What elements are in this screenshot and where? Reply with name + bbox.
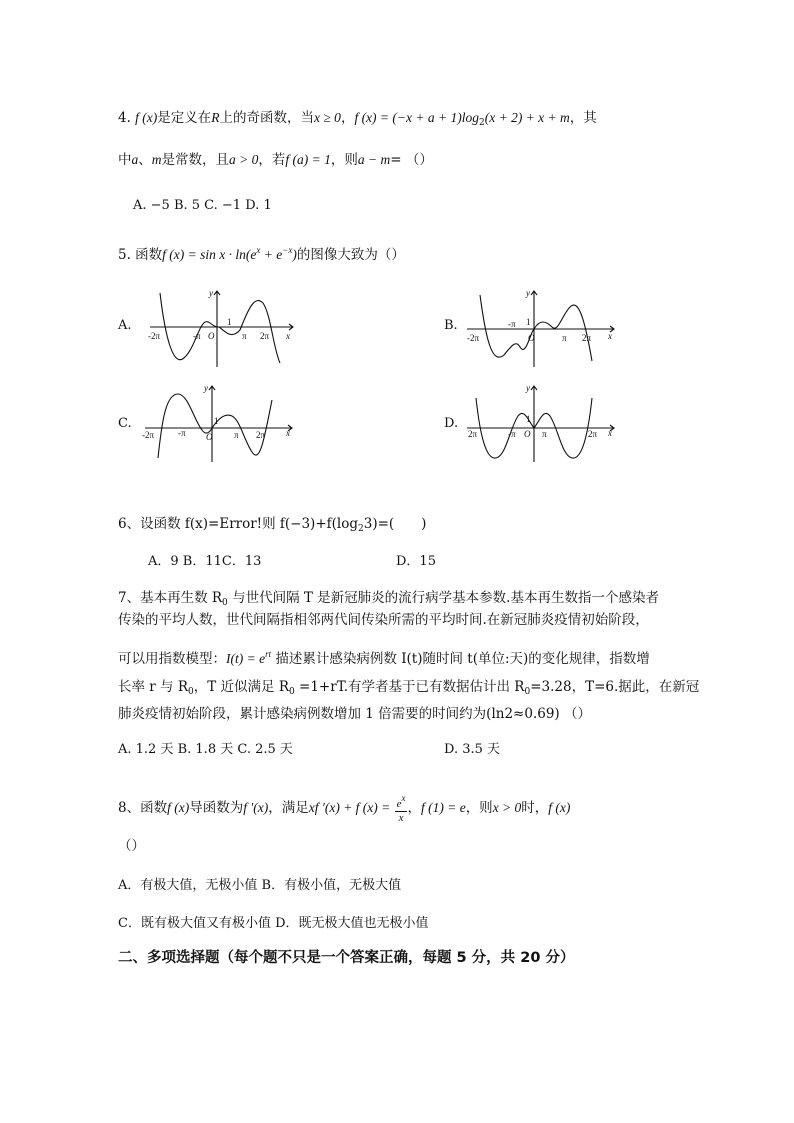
q5b-pi: π: [562, 333, 567, 343]
q7-l1-sub: 0: [222, 598, 228, 608]
section-2-heading: 二、多项选择题（每个题不只是一个答案正确，每题 5 分，共 20 分）: [118, 950, 575, 966]
q7-l4-sub3: 0: [524, 687, 531, 697]
q5c-x-label: x: [286, 428, 290, 438]
q8-frac-num: e: [396, 798, 402, 810]
q8-l1-d: ，: [407, 800, 421, 816]
q5d-pi: π: [542, 429, 547, 439]
q4-cond: x ≥ 0: [314, 110, 341, 125]
q7-option-d: D. 3.5 天: [444, 742, 501, 757]
q4-text-d: ，: [340, 110, 355, 126]
q7-l4-c: =1+rT.有学者基于已有数据估计出 R: [294, 679, 525, 695]
q7-l4-d: =3.28，T=6.据此，在新冠: [530, 679, 700, 695]
q5d-neg-2pi: 2π: [468, 429, 478, 439]
q6-sub: 2: [358, 524, 364, 534]
q4-line1: [118, 108, 597, 133]
q5b-one: 1: [526, 317, 531, 327]
q6-stem-end: 3)=( ): [363, 516, 427, 532]
q7-l1-a: 7、基本再生数 R: [118, 590, 223, 606]
q7-l4-sub: 0: [188, 687, 194, 697]
q5c-neg-pi: -π: [178, 428, 186, 438]
q7-l4-b: ，T 近似满足 R: [193, 679, 289, 695]
q5-label-a: A.: [118, 318, 132, 333]
q8-l1-f1: f (1) = e: [420, 800, 466, 815]
q7-line4: [118, 677, 699, 702]
q6-stem-text: 6、设函数 f(x)=Error!则 f(−3)+f(log: [118, 516, 358, 532]
q4-l2-b: 、: [138, 152, 152, 168]
q4-l2-c: 是常数，且: [161, 152, 229, 168]
q5b-x-label: x: [608, 331, 612, 341]
q4-l2-e: ，则: [330, 152, 358, 168]
q4-num: 4.: [118, 110, 136, 126]
q5d-2pi: 2π: [588, 429, 598, 439]
q7-l1-b: 与世代间隔 T 是新冠肺炎的流行病学基本参数.基本再生数指一个感染者: [227, 590, 659, 606]
q4-l2-am: a: [131, 152, 139, 167]
q4-l2-m: m: [151, 152, 162, 167]
q5d-neg-pi: -π: [508, 429, 516, 439]
q5-stem: [118, 240, 405, 265]
q5c-pi: π: [234, 430, 239, 440]
q4-l2-a: 中: [118, 152, 132, 168]
q5c-one: 1: [214, 416, 219, 426]
q5d-x-label: x: [608, 428, 612, 438]
q5b-origin: O: [528, 333, 535, 343]
q7-l3-b: 描述累计感染病例数 I(t)随时间 t(单位:天)的变化规律，指数增: [271, 651, 650, 667]
q7-line3: [118, 644, 650, 669]
q7-l3-formula: I(t) = e: [226, 651, 266, 666]
q5-sup1: x: [256, 245, 261, 255]
q5a-pi: π: [242, 331, 247, 341]
q5-mid: + e: [260, 247, 283, 262]
q4-l2-f: = （）: [390, 152, 433, 168]
q5-label-c: C.: [118, 416, 132, 431]
q7-line5: 肺炎疫情初始阶段，累计感染病例数增加 1 倍需要的时间约为(ln2≈0.69) （）: [118, 706, 591, 722]
q5b-neg-pi: -π: [508, 319, 516, 329]
q4-l2-fa: f (a) = 1: [285, 152, 331, 167]
q4-log-sub: 2: [478, 118, 485, 128]
q5a-neg-pi: -π: [193, 331, 201, 341]
q5a-one: 1: [227, 317, 232, 327]
q8-l1-cond: x > 0: [492, 800, 522, 815]
q8-l1-e: ，则: [465, 800, 493, 816]
q8-l1-a: 8、函数: [118, 800, 168, 816]
q5d-y-label: y: [526, 383, 530, 393]
q5-sup2: −x: [282, 245, 293, 255]
q7-l3-a: 可以用指数模型：: [118, 651, 226, 667]
q5b-2pi: 2π: [582, 333, 592, 343]
q5-label-b: B.: [444, 318, 458, 333]
q7-line2: 传染的平均人数，世代间隔指相邻两代间传染所需的平均时间.在新冠肺炎疫情初始阶段，: [118, 612, 649, 628]
q6-option-d: D．15: [396, 554, 436, 569]
q8-line2: （）: [118, 838, 145, 854]
q5a-x-label: x: [286, 331, 290, 341]
q8-l1-fx: f (x): [167, 800, 190, 815]
q6-options-abc: A．9 B．11C．13: [148, 554, 262, 569]
q5c-y-label: y: [204, 383, 208, 393]
q5-graph-a: [145, 285, 305, 370]
q4-formula2: (x + 2) + x + m: [484, 110, 570, 125]
q4-l2-d: ，若: [258, 152, 286, 168]
q5c-neg-2pi: -2π: [142, 430, 155, 440]
q4-options: A. −5 B. 5 C. −1 D. 1: [133, 198, 272, 213]
q5a-neg-2pi: -2π: [148, 331, 161, 341]
q4-R: R: [211, 110, 220, 125]
q8-l1-f: 时，: [521, 800, 549, 816]
q8-fraction: [395, 792, 408, 825]
q8-options-ab: A．有极大值，无极小值 B．有极小值，无极大值: [118, 878, 402, 893]
q5d-origin: O: [524, 429, 531, 439]
q4-formula: f (x) = (−x + a + 1)log: [354, 110, 479, 125]
q5-graph-b: [462, 285, 622, 370]
q8-l1-c: ，满足: [268, 800, 309, 816]
q8-l1-b: 导函数为: [189, 800, 244, 816]
q5a-origin: O: [208, 331, 215, 341]
q5b-y-label: y: [526, 288, 530, 298]
q5c-2pi: 2π: [256, 430, 266, 440]
q5a-y-label: y: [209, 288, 213, 298]
q8-l1-fp: f ′(x): [243, 800, 269, 815]
q4-fx: f (x): [135, 110, 158, 125]
q8-frac-sup: x: [401, 793, 406, 803]
q7-l4-sub2: 0: [289, 687, 295, 697]
q8-l1-eq: xf ′(x) + f (x) =: [308, 800, 391, 815]
q5-label-d: D.: [444, 416, 459, 431]
q8-l1-fx2: f (x): [548, 800, 571, 815]
q5-graph-c: [140, 380, 300, 465]
q4-l2-expr: a − m: [357, 152, 391, 167]
q7-l4-a: 长率 r 与 R: [118, 679, 188, 695]
q5a-2pi: 2π: [260, 331, 270, 341]
q7-l3-sup: rt: [265, 649, 272, 659]
q5-stem-a: 5. 函数: [118, 247, 163, 263]
q8-line1: [118, 792, 570, 825]
q5-end: ): [292, 247, 297, 262]
q5-stem-b: 的图像大致为（）: [296, 247, 405, 263]
q4-text-b: 是定义在: [157, 110, 212, 126]
q4-l2-cond: a > 0: [229, 152, 259, 167]
q4-line2: [118, 150, 433, 170]
q8-frac-den: x: [398, 812, 404, 824]
q5d-one: 1: [526, 414, 531, 424]
q7-options-abc: A. 1.2 天 B. 1.8 天 C. 2.5 天: [118, 742, 293, 757]
q5c-origin: O: [206, 432, 213, 442]
q6-stem: [118, 514, 426, 539]
q4-text-c: 上的奇函数，当: [219, 110, 315, 126]
q4-text-e: ，其: [569, 110, 597, 126]
q5b-neg-2pi: -2π: [467, 333, 480, 343]
q5-graph-d: [462, 380, 622, 465]
q8-options-cd: C．既有极大值又有极小值 D．既无极大值也无极小值: [118, 916, 429, 931]
q5-formula: f (x) = sin x · ln(e: [162, 247, 257, 262]
